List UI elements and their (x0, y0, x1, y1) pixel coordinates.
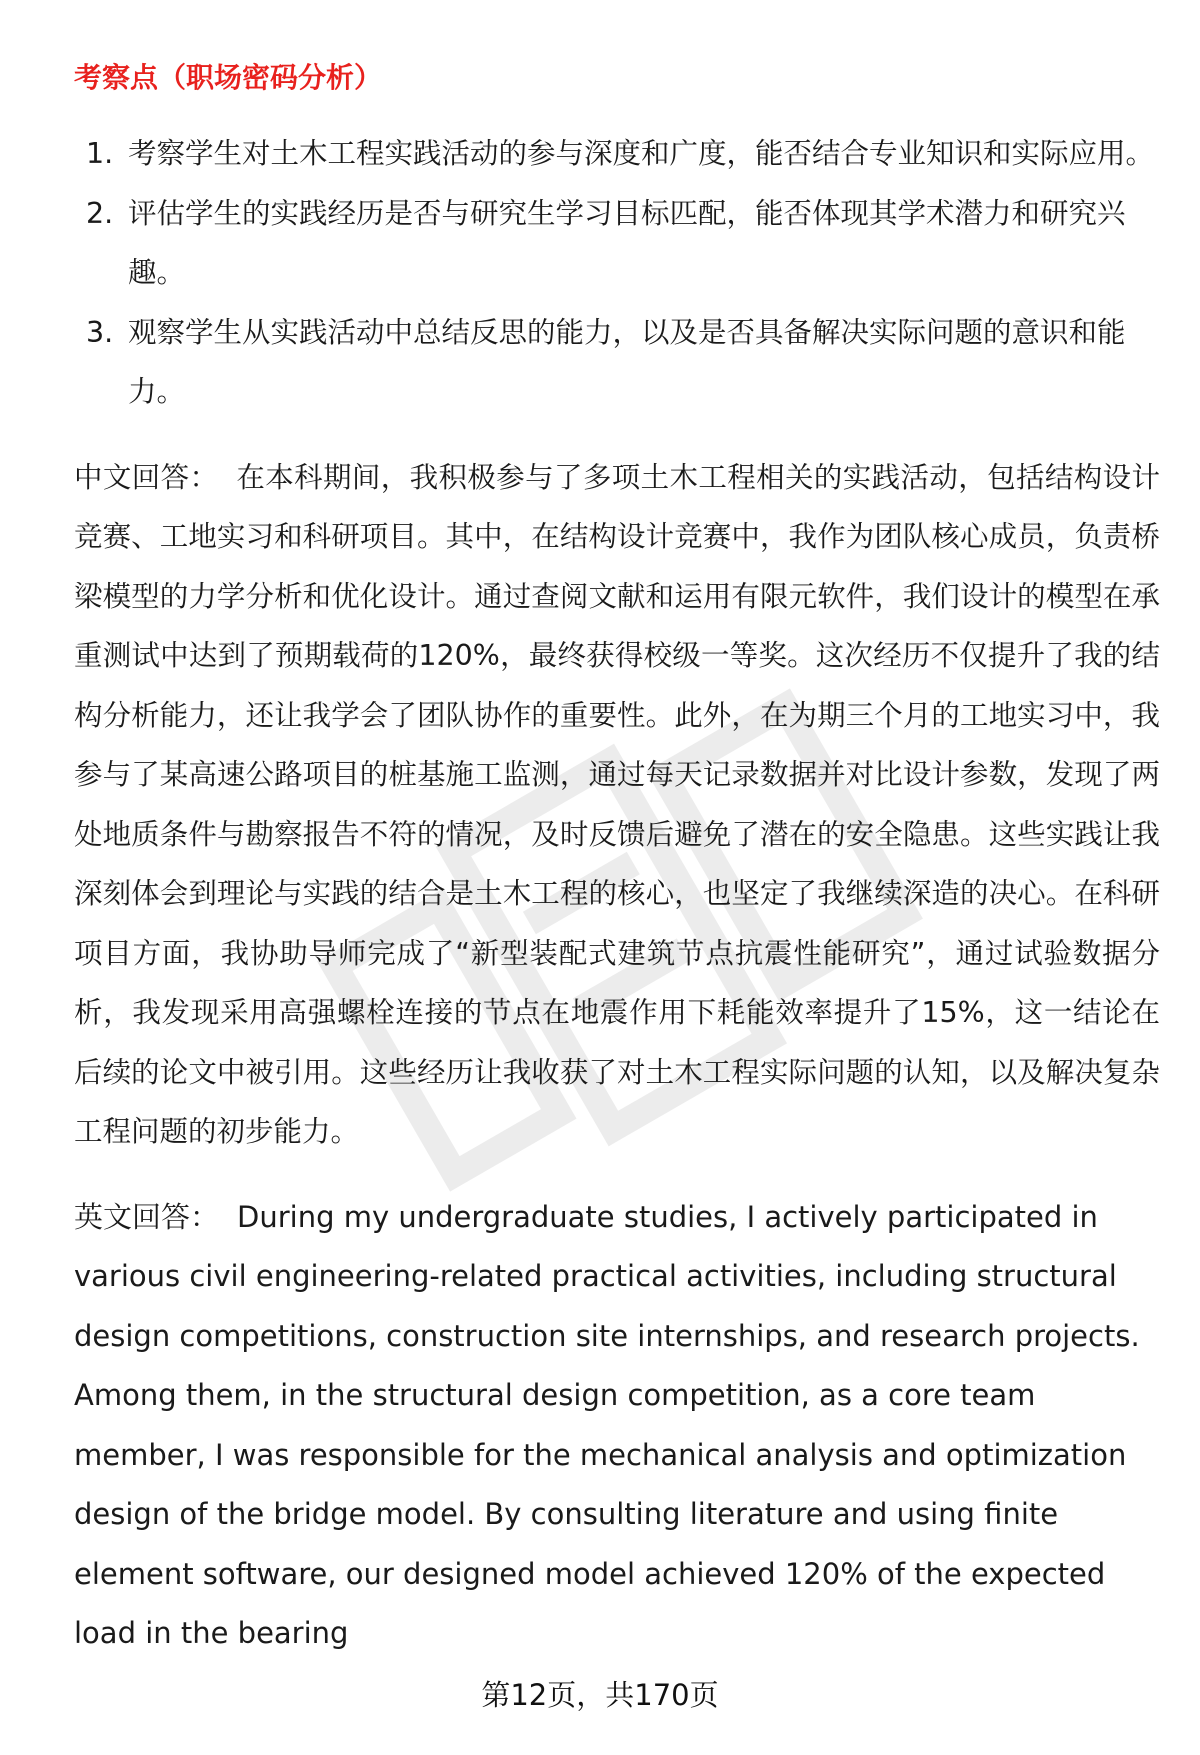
list-item (74, 124, 1160, 184)
chinese-answer-label: 中文回答： (74, 460, 219, 494)
list-item-text: 评估学生的实践经历是否与研究生学习目标匹配，能否体现其学术潜力和研究兴趣。 (128, 196, 1126, 289)
list-item (74, 303, 1160, 422)
list-item-number: 3. (86, 315, 114, 349)
page-number: 第12页，共170页 (481, 1678, 719, 1712)
english-answer-label: 英文回答： (74, 1199, 220, 1234)
chinese-answer-paragraph (74, 448, 1160, 1162)
chinese-answer-text: 在本科期间，我积极参与了多项土木工程相关的实践活动，包括结构设计竞赛、工地实习和科研项目。其中，在结构设计竞赛中，我作为团队核心成员，负责桥梁模型的力学分析和优化设计。通过查阅文献和运用有限元软件，我们设计的模型在承重测试中达到了预期载荷的120%，最终获得校级一等奖。这次经历不仅提升了我的结构分析能力，还让我学会了团队协作的重要性。此外，在为期三个月的工地实习中，我参与了某高速公路项目的桩基施工监测，通过每天记录数据并对比设计参数，发现了两处地质条件与勘察报告不符的情况，及时反馈后避免了潜在的安全隐患。这些实践让我深刻体会到理论与实践的结合是土木工程的核心，也坚定了我继续深造的决心。在科研项目方面，我协助导师完成了“新型装配式建筑节点抗震性能研究”，通过试验数据分析，我发现采用高强螺栓连接的节点在地震作用下耗能效率提升了15%，这一结论在后续的论文中被引用。这些经历让我收获了对土木工程实际问题的认知，以及解决复杂工程问题的初步能力。 (74, 460, 1160, 1148)
english-answer-text: During my undergraduate studies, I actively participated in various civil engineering-related practical activities, including structural design competitions, construction site internships, and research projects. Among them, in the structural design competition, as a core team member, I was responsible for the mechanical analysis and optimization design of the bridge model. By consulting literature and using finite element software, our designed model achieved 120% of the expected load in the bearing (74, 1199, 1140, 1650)
english-answer-paragraph (74, 1188, 1160, 1664)
document-page (74, 56, 1160, 1664)
list-item-text: 观察学生从实践活动中总结反思的能力，以及是否具备解决实际问题的意识和能力。 (128, 315, 1126, 408)
list-item-number: 1. (86, 137, 114, 170)
list-item-text: 考察学生对土木工程实践活动的参与深度和广度，能否结合专业知识和实际应用。 (128, 137, 1155, 170)
evaluation-points-list (74, 124, 1160, 422)
list-item (74, 184, 1160, 303)
list-item-number: 2. (86, 196, 114, 230)
section-title: 考察点（职场密码分析） (74, 61, 383, 94)
